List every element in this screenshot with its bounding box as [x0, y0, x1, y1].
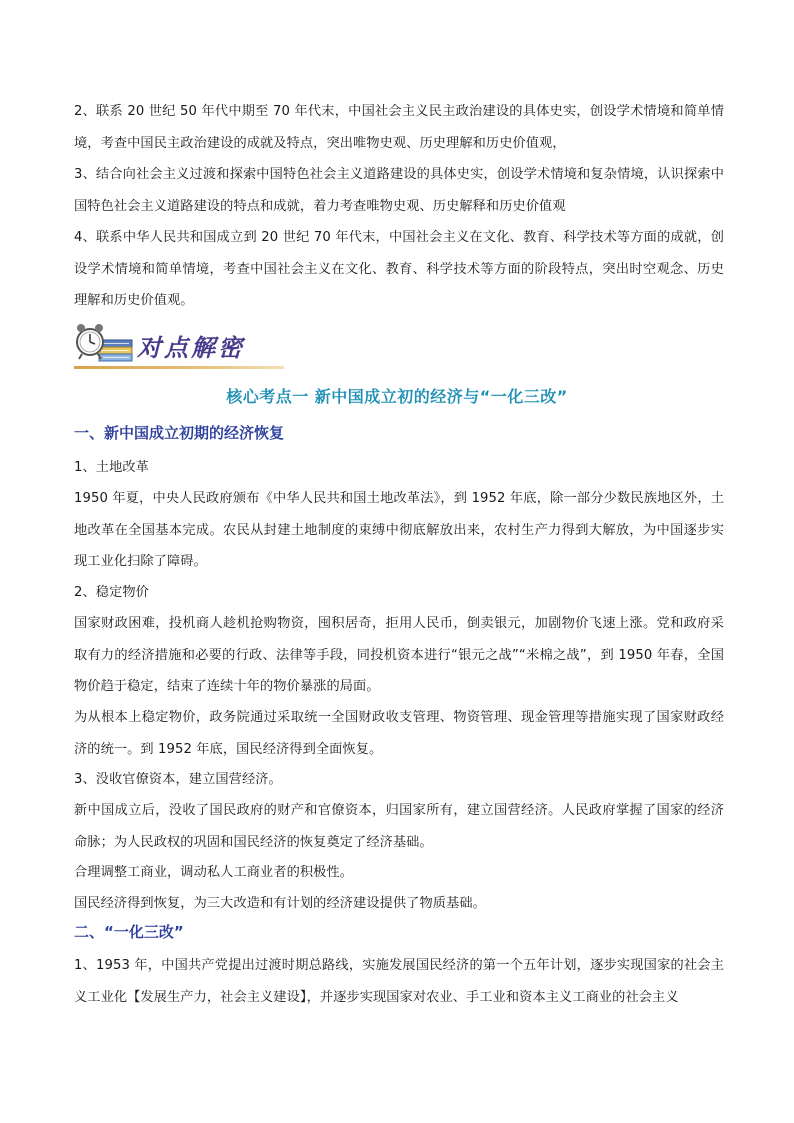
section-heading-2: 二、“一化三改” [74, 923, 184, 941]
intro-paragraph-4: 4、联系中华人民共和国成立到 20 世纪 70 年代末，中国社会主义在文化、教育、科学技术等方面的成就，创设学术情境和简单情境，考查中国社会主义在文化、教育、科学技术等方面的阶段特点，突出时空观念、历史理解和历史价值观。 [74, 230, 724, 308]
banner-title: 对点解密 [137, 333, 245, 362]
subheading-stable-prices: 2、稳定物价 [74, 585, 149, 600]
topic-title: 核心考点一 新中国成立初的经济与“一化三改” [226, 387, 568, 406]
paragraph-land-reform: 1950 年夏，中央人民政府颁布《中华人民共和国土地改革法》，到 1952 年底，除一部分少数民族地区外，土地改革在全国基本完成。农民从封建土地制度的束缚中彻底解放出来，农村生产力得到大解放，为中国逐步实现工业化扫除了障碍。 [74, 491, 724, 569]
subheading-confiscation: 3、没收官僚资本，建立国营经济。 [74, 772, 282, 787]
section-banner [74, 318, 284, 374]
subheading-land-reform: 1、土地改革 [74, 460, 149, 475]
banner-underline [74, 366, 284, 369]
paragraph-financial-unification: 为从根本上稳定物价，政务院通过采取统一全国财政收支管理、物资管理、现金管理等措施实现了国家财政经济的统一。到 1952 年底，国民经济得到全面恢复。 [74, 710, 724, 757]
intro-paragraph-3: 3、结合向社会主义过渡和探索中国特色社会主义道路建设的具体史实，创设学术情境和复杂情境，认识探索中国特色社会主义道路建设的特点和成就，着力考查唯物史观、历史解释和历史价值观 [74, 167, 724, 214]
paragraph-recovery: 国民经济得到恢复，为三大改造和有计划的经济建设提供了物质基础。 [74, 896, 486, 911]
section-heading-1: 一、新中国成立初期的经济恢复 [74, 424, 285, 442]
paragraph-state-economy: 新中国成立后，没收了国民政府的财产和官僚资本，归国家所有，建立国营经济。人民政府掌握了国家的经济命脉；为人民政权的巩固和国民经济的恢复奠定了经济基础。 [74, 803, 724, 850]
alarm-clock-books-icon [74, 318, 134, 368]
paragraph-general-line: 1、1953 年，中国共产党提出过渡时期总路线，实施发展国民经济的第一个五年计划，逐步实现国家的社会主义工业化【发展生产力，社会主义建设】，并逐步实现国家对农业、手工业和资本主义工商业的社会主义 [74, 958, 724, 1005]
paragraph-stable-prices: 国家财政困难，投机商人趁机抢购物资，囤积居奇，拒用人民币，倒卖银元，加剧物价飞速上涨。党和政府采取有力的经济措施和必要的行政、法律等手段，同投机资本进行“银元之战”“米棉之战”，到 1950 年春，全国物价趋于稳定，结束了连续十年的物价暴涨的局面。 [74, 616, 724, 694]
intro-paragraph-2: 2、联系 20 世纪 50 年代中期至 70 年代末，中国社会主义民主政治建设的具体史实，创设学术情境和简单情境，考查中国民主政治建设的成就及特点，突出唯物史观、历史理解和历史价值观， [74, 104, 724, 151]
paragraph-industry-commerce: 合理调整工商业，调动私人工商业者的积极性。 [74, 865, 354, 880]
